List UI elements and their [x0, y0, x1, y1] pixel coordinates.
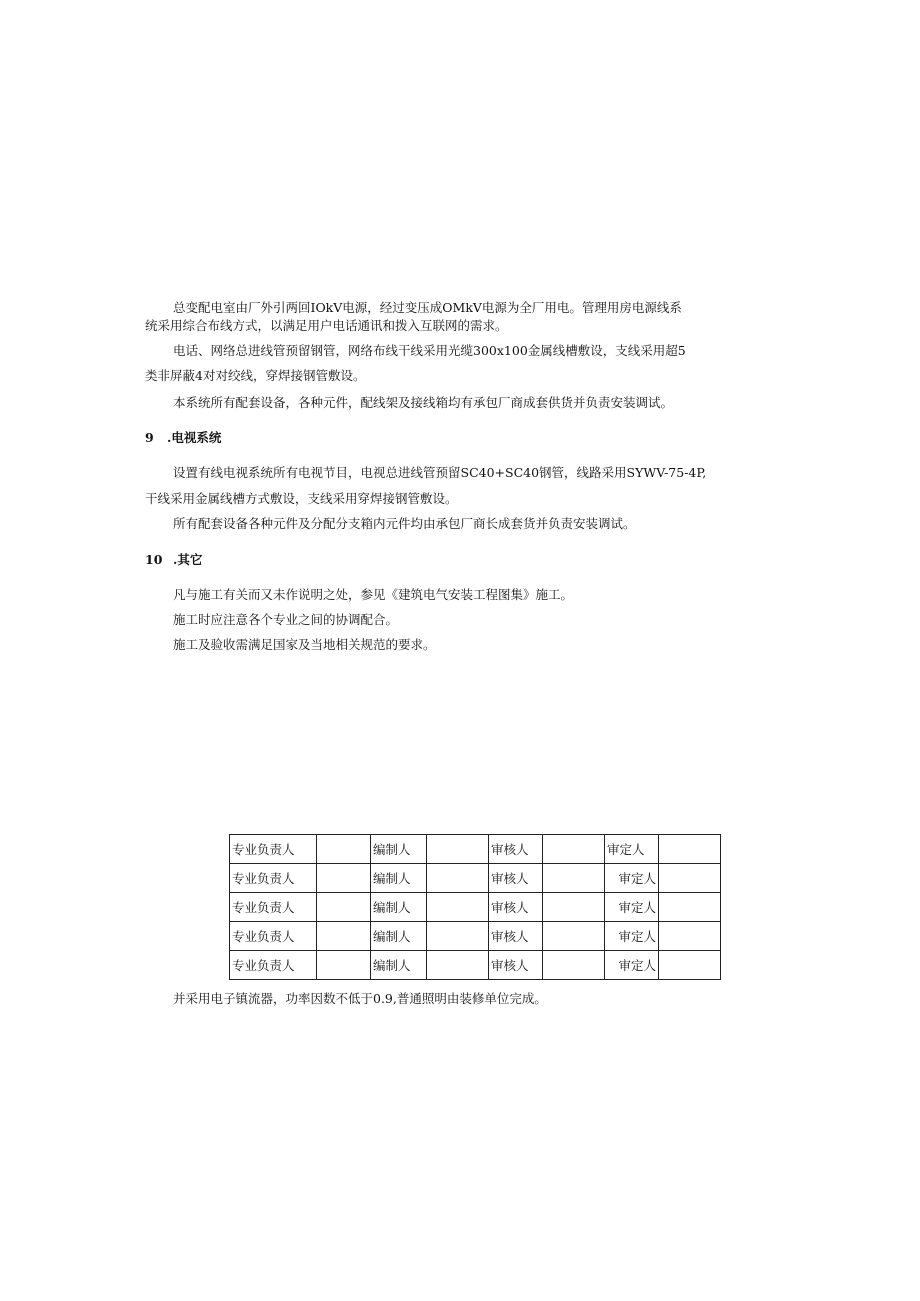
section10-para3: 施工及验收需满足国家及当地相关规范的要求。: [173, 637, 436, 652]
section10-title: .其它: [173, 552, 203, 567]
role-label-reviewer: 审核人: [489, 864, 543, 893]
role-label-approver: 审定人: [605, 864, 659, 893]
role-label-lead: 专业负责人: [230, 951, 317, 980]
section8-para1-line2: 统采用综合布线方式，以满足用户电话通讯和拨入互联网的需求。: [145, 318, 508, 333]
section9-para1-line1: 设置有线电视系统所有电视节目，电视总进线管预留SC40+SC40钢管，线路采用SYWV-75-4P,: [173, 465, 707, 480]
role-label-lead: 专业负责人: [230, 893, 317, 922]
role-label-reviewer: 审核人: [489, 835, 543, 864]
table-row: [230, 951, 721, 980]
signature-table: [229, 834, 721, 980]
signature-cell: [659, 893, 721, 922]
signature-cell: [427, 835, 489, 864]
signature-cell: [317, 922, 371, 951]
section9-number: 9: [145, 430, 154, 445]
section8-para3: 本系统所有配套设备，各种元件，配线架及接线箱均有承包厂商成套供货并负责安装调试。: [173, 395, 674, 410]
section8-para2-line1: 电话、网络总进线管预留钢管，网络布线干线采用光缆300x100金属线槽敷设，支线采用超5: [173, 343, 686, 358]
table-row: [230, 864, 721, 893]
signature-cell: [543, 951, 605, 980]
signature-cell: [659, 922, 721, 951]
signature-cell: [543, 893, 605, 922]
signature-cell: [427, 893, 489, 922]
signature-cell: [317, 951, 371, 980]
table-row: [230, 893, 721, 922]
section10-para2: 施工时应注意各个专业之间的协调配合。: [173, 612, 399, 627]
section9-para1-line2: 干线采用金属线槽方式敷设，支线采用穿焊接钢管敷设。: [145, 491, 458, 506]
role-label-compiler: 编制人: [371, 893, 427, 922]
signature-cell: [659, 864, 721, 893]
section10-heading: [145, 554, 202, 567]
section10-number: 10: [145, 552, 163, 567]
role-label-compiler: 编制人: [371, 951, 427, 980]
role-label-compiler: 编制人: [371, 922, 427, 951]
section9-para2: 所有配套设备各种元件及分配分支箱内元件均由承包厂商长成套货并负责安装调试。: [173, 516, 636, 531]
role-label-compiler: 编制人: [371, 864, 427, 893]
role-label-lead: 专业负责人: [230, 922, 317, 951]
signature-cell: [543, 835, 605, 864]
signature-cell: [427, 951, 489, 980]
signature-cell: [427, 922, 489, 951]
section9-heading: [145, 432, 221, 445]
signature-cell: [427, 864, 489, 893]
section8-para1-line1: 总变配电室由厂外引两回IOkV电源，经过变压成OMkV电源为全厂用电。管理用房电源线系: [173, 300, 682, 315]
role-label-approver: 审定人: [605, 922, 659, 951]
table-row: [230, 922, 721, 951]
role-label-approver: 审定人: [605, 951, 659, 980]
footer-note: 并采用电子镇流器，功率因数不低于0.9,普通照明由装修单位完成。: [173, 991, 547, 1006]
table-row: [230, 835, 721, 864]
role-label-lead: 专业负责人: [230, 864, 317, 893]
signature-cell: [659, 951, 721, 980]
role-label-reviewer: 审核人: [489, 951, 543, 980]
role-label-lead: 专业负责人: [230, 835, 317, 864]
signature-cell: [543, 922, 605, 951]
section9-title: .电视系统: [167, 430, 222, 445]
section10-para1: 凡与施工有关而又未作说明之处，参见《建筑电气安装工程图集》施工。: [173, 587, 574, 602]
role-label-reviewer: 审核人: [489, 893, 543, 922]
signature-cell: [317, 835, 371, 864]
signature-cell: [659, 835, 721, 864]
role-label-approver: 审定人: [605, 835, 659, 864]
signature-cell: [317, 893, 371, 922]
section8-para2-line2: 类非屏蔽4对对绞线，穿焊接钢管敷设。: [145, 368, 366, 383]
signature-cell: [543, 864, 605, 893]
signature-cell: [317, 864, 371, 893]
role-label-reviewer: 审核人: [489, 922, 543, 951]
role-label-approver: 审定人: [605, 893, 659, 922]
role-label-compiler: 编制人: [371, 835, 427, 864]
